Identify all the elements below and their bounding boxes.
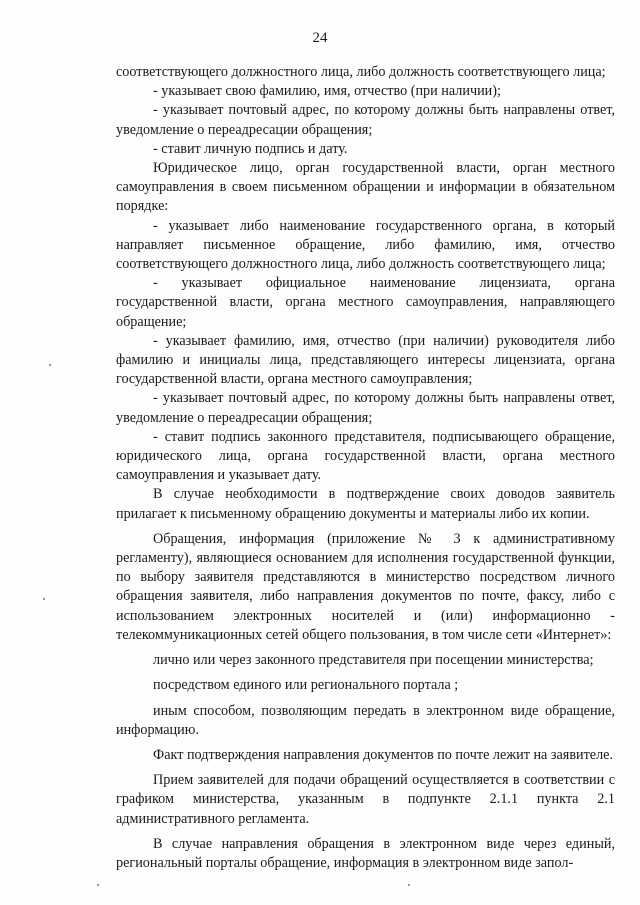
paragraph-2: - указывает почтовый адрес, по которому должны быть направлены ответ, уведомление о переадресации обращения; xyxy=(116,102,615,138)
paragraph-8: - указывает почтовый адрес, по которому должны быть направлены ответ, уведомление о переадресации обращения; xyxy=(116,390,615,426)
paragraph-13: посредством единого или регионального портала ; xyxy=(153,677,459,694)
paragraph-14: иным способом, позволяющим передать в электронном виде обращение, информацию. xyxy=(116,702,615,738)
paragraph-3: - ставит личную подпись и дату. xyxy=(153,140,348,157)
paragraph-10: В случае необходимости в подтверждение своих доводов заявитель прилагает к письменному обращению документы и материалы либо их копии. xyxy=(116,486,615,522)
paragraph-4: Юридическое лицо, орган государственной власти, орган местного самоуправления в своем письменном обращении и информации в обязательном порядке: xyxy=(116,160,615,215)
paragraph-1: - указывает свою фамилию, имя, отчество (при наличии); xyxy=(153,83,501,100)
scan-speck xyxy=(97,884,99,886)
body-text xyxy=(116,63,615,873)
scan-speck xyxy=(408,884,410,886)
paragraph-5: - указывает либо наименование государственного органа, в который направляет письменное обращение, либо фамилию, имя, отчество соответствующего должностного лица, либо должность соответствующего лица; xyxy=(116,217,615,273)
paragraph-0: соответствующего должностного лица, либо должность соответствующего лица; xyxy=(116,64,606,80)
paragraph-12: лично или через законного представителя при посещении министерства; xyxy=(153,652,594,669)
paragraph-16: Прием заявителей для подачи обращений осуществляется в соответствии с графиком министерства, указанным в подпункте 2.1.1 пункта 2.1 административного регламента. xyxy=(116,772,615,827)
paragraph-9: - ставит подпись законного представителя, подписывающего обращение, юридического лица, органа государственной власти, органа местного самоуправления и указывает дату. xyxy=(116,428,615,484)
paragraph-6: - указывает официальное наименование лицензиата, органа государственной власти, органа местного самоуправления, направляющего обращение; xyxy=(116,275,615,330)
paragraph-17: В случае направления обращения в электронном виде через единый, региональный порталы обращение, информация в электронном виде запол- xyxy=(116,835,615,871)
paragraph-7: - указывает фамилию, имя, отчество (при наличии) руководителя либо фамилию и инициалы лица, представляющего интересы лицензиата, органа государственной власти, органа местного самоуправления; xyxy=(116,332,615,388)
scan-speck xyxy=(49,364,51,366)
page-number: 24 xyxy=(312,30,328,46)
paragraph-11: Обращения, информация (приложение № 3 к административному регламенту), являющиеся основанием для исполнения государственной функции, по выбору заявителя представляются в министерство посредством личного обращения заявителя, либо направления документов по почте, факсу, либо с использованием электронных носителей и (или) информационно - телекоммуникационных сетей общего пользования, в том числе сети «Интернет»: xyxy=(116,530,615,643)
scan-speck xyxy=(43,598,45,600)
paragraph-15: Факт подтверждения направления документов по почте лежит на заявителе. xyxy=(153,746,614,763)
